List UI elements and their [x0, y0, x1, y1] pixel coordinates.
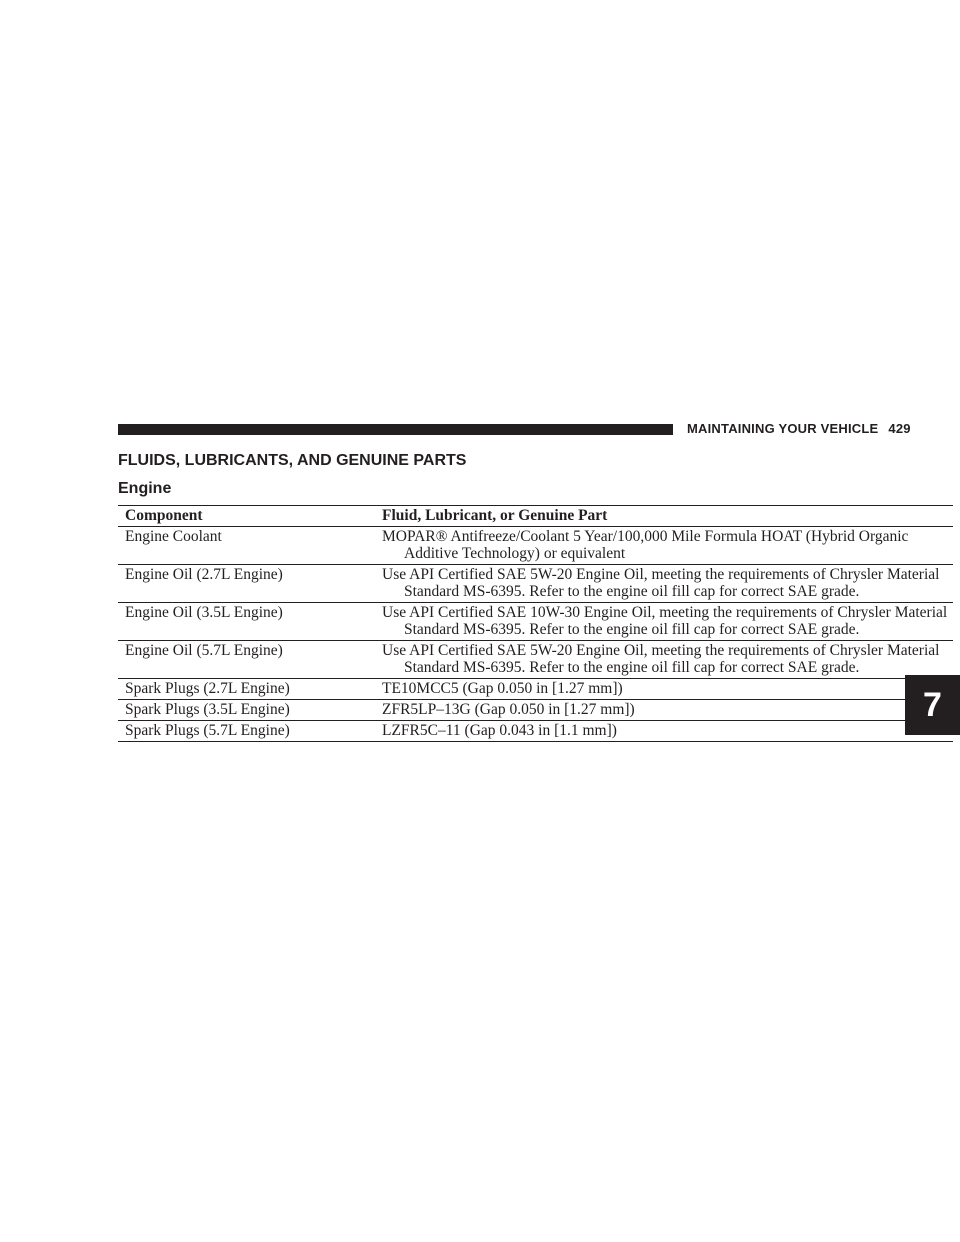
row-part: [382, 603, 953, 641]
row-part: [382, 700, 953, 721]
table-row: [118, 700, 953, 721]
row-part: [382, 641, 953, 679]
row-component: Spark Plugs (5.7L Engine): [118, 721, 382, 742]
row-component: Engine Coolant: [118, 527, 382, 565]
row-part: [382, 679, 953, 700]
row-part-text: Use API Certified SAE 5W-20 Engine Oil, meeting the requirements of Chrysler Material Standard MS-6395. Refer to the engine oil fill cap for correct SAE grade.: [382, 642, 940, 676]
header-section-title: MAINTAINING YOUR VEHICLE: [687, 421, 879, 436]
subsection-title: Engine: [118, 480, 172, 497]
row-component: Engine Oil (2.7L Engine): [118, 565, 382, 603]
header-rule: [118, 424, 673, 435]
row-part: [382, 565, 953, 603]
column-header-part: Fluid, Lubricant, or Genuine Part: [382, 506, 953, 527]
row-part-text: Use API Certified SAE 10W-30 Engine Oil, meeting the requirements of Chrysler Material Standard MS-6395. Refer to the engine oil fill cap for correct SAE grade.: [382, 604, 948, 638]
section-title: FLUIDS, LUBRICANTS, AND GENUINE PARTS: [118, 452, 467, 469]
page-number: 429: [888, 421, 911, 436]
table-row: [118, 721, 953, 742]
table-header-row: [118, 506, 953, 527]
row-component: Engine Oil (5.7L Engine): [118, 641, 382, 679]
table-row: [118, 565, 953, 603]
row-part: [382, 527, 953, 565]
table-row: [118, 527, 953, 565]
row-part-text: MOPAR® Antifreeze/Coolant 5 Year/100,000 Mile Formula HOAT (Hybrid Organic Additive Technology) or equivalent: [382, 528, 909, 562]
row-part: [382, 721, 953, 742]
table-row: [118, 679, 953, 700]
chapter-tab: 7: [905, 675, 960, 735]
row-component: Spark Plugs (2.7L Engine): [118, 679, 382, 700]
row-part-text: TE10MCC5 (Gap 0.050 in [1.27 mm]): [382, 680, 623, 697]
fluids-table: [118, 505, 953, 742]
table-row: [118, 641, 953, 679]
row-component: Engine Oil (3.5L Engine): [118, 603, 382, 641]
row-component: Spark Plugs (3.5L Engine): [118, 700, 382, 721]
running-header: [687, 421, 911, 436]
row-part-text: LZFR5C–11 (Gap 0.043 in [1.1 mm]): [382, 722, 617, 739]
table-row: [118, 603, 953, 641]
row-part-text: Use API Certified SAE 5W-20 Engine Oil, meeting the requirements of Chrysler Material Standard MS-6395. Refer to the engine oil fill cap for correct SAE grade.: [382, 566, 940, 600]
column-header-component: Component: [118, 506, 382, 527]
row-part-text: ZFR5LP–13G (Gap 0.050 in [1.27 mm]): [382, 701, 635, 718]
